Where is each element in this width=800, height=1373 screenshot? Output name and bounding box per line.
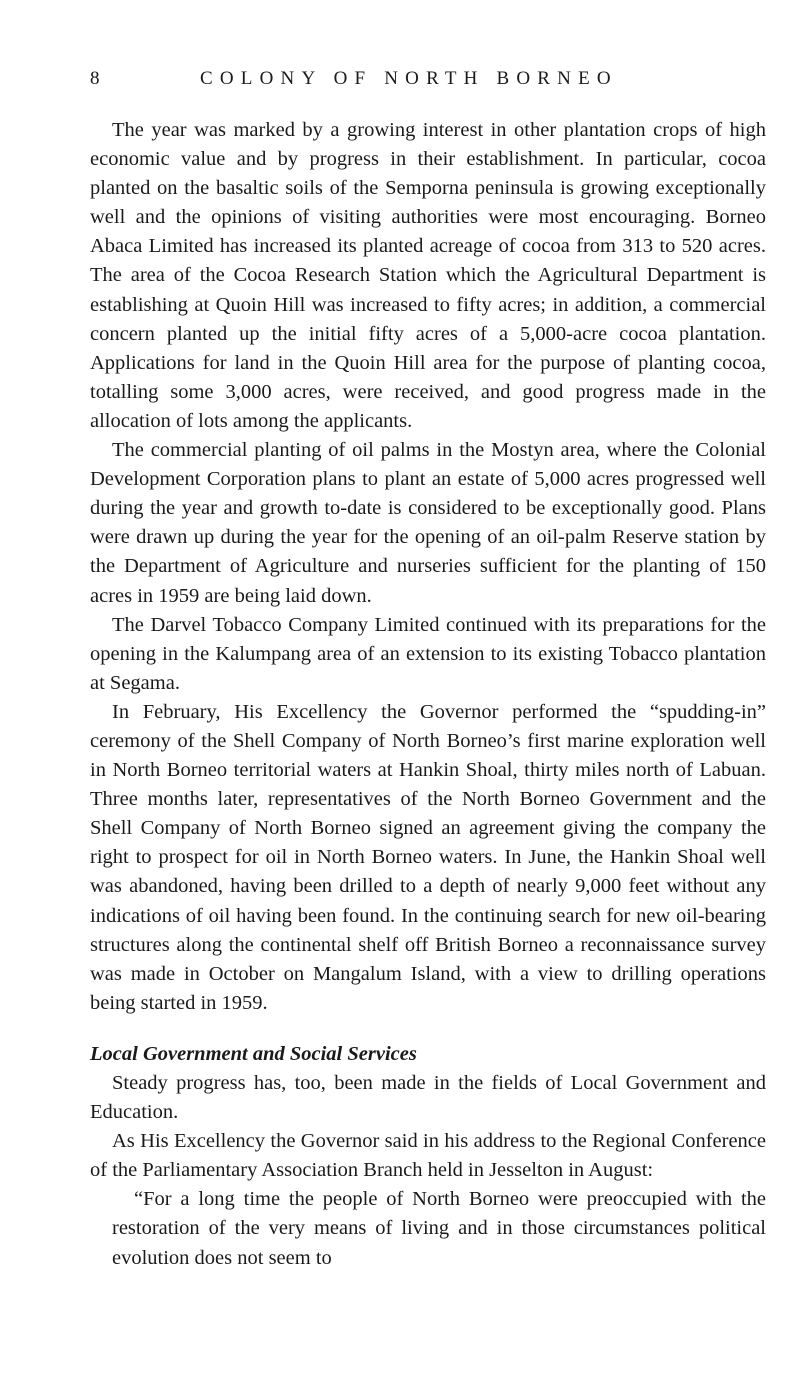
governor-quote: “For a long time the people of North Borneo were preoccupied with the restoration of the very means of living and in those circumstances political evolution does not seem to [112, 1188, 766, 1269]
paragraph-governor-address: As His Excellency the Governor said in his address to the Regional Conference of the Parliamentary Association Branch held in Jesselton in August: [90, 1130, 766, 1182]
section-heading: Local Government and Social Services [90, 1042, 417, 1065]
paragraph-oil-palms: The commercial planting of oil palms in the Mostyn area, where the Colonial Development Corporation plans to plant an estate of 5,000 acres progressed well during the year and growth to-date is considered to be exceptionally good. Plans were drawn up during the year for the opening of an oil-palm Reserve station by the Department of Agriculture and nurseries sufficient for the planting of 150 acres in 1959 are being laid down. [90, 439, 766, 607]
running-head [90, 64, 730, 94]
paragraph-local-government: Steady progress has, too, been made in the fields of Local Government and Education. [90, 1072, 766, 1124]
paragraph-tobacco: The Darvel Tobacco Company Limited continued with its preparations for the opening in the Kalumpang area of an extension to its existing Tobacco plantation at Segama. [90, 613, 766, 694]
body-text [90, 116, 766, 1273]
page-number: 8 [90, 68, 100, 89]
running-title: COLONY OF NORTH BORNEO [200, 68, 618, 89]
paragraph-cocoa: The year was marked by a growing interest in other plantation crops of high economic value and by progress in their establishment. In particular, cocoa planted on the basaltic soils of the Semporna peninsula is growing exceptionally well and the opinions of visiting authorities were most encouraging. Borneo Abaca Limited has increased its planted acreage of cocoa from 313 to 520 acres. The area of the Cocoa Research Station which the Agricultural Department is establishing at Quoin Hill was increased to fifty acres; in addition, a commercial concern planted up the initial fifty acres of a 5,000-acre cocoa plantation. Applications for land in the Quoin Hill area for the purpose of planting cocoa, totalling some 3,000 acres, were received, and good progress made in the allocation of lots among the applicants. [90, 119, 766, 432]
paragraph-oil-exploration: In February, His Excellency the Governor performed the “spudding-in” ceremony of the Shell Company of North Borneo’s first marine exploration well in North Borneo territorial waters at Hankin Shoal, thirty miles north of Labuan. Three months later, representatives of the North Borneo Government and the Shell Company of North Borneo signed an agreement giving the company the right to prospect for oil in North Borneo waters. In June, the Hankin Shoal well was abandoned, having been drilled to a depth of nearly 9,000 feet without any indications of oil having been found. In the continuing search for new oil-bearing structures along the continental shelf off British Borneo a reconnaissance survey was made in October on Mangalum Island, with a view to drilling operations being started in 1959. [90, 700, 766, 1014]
